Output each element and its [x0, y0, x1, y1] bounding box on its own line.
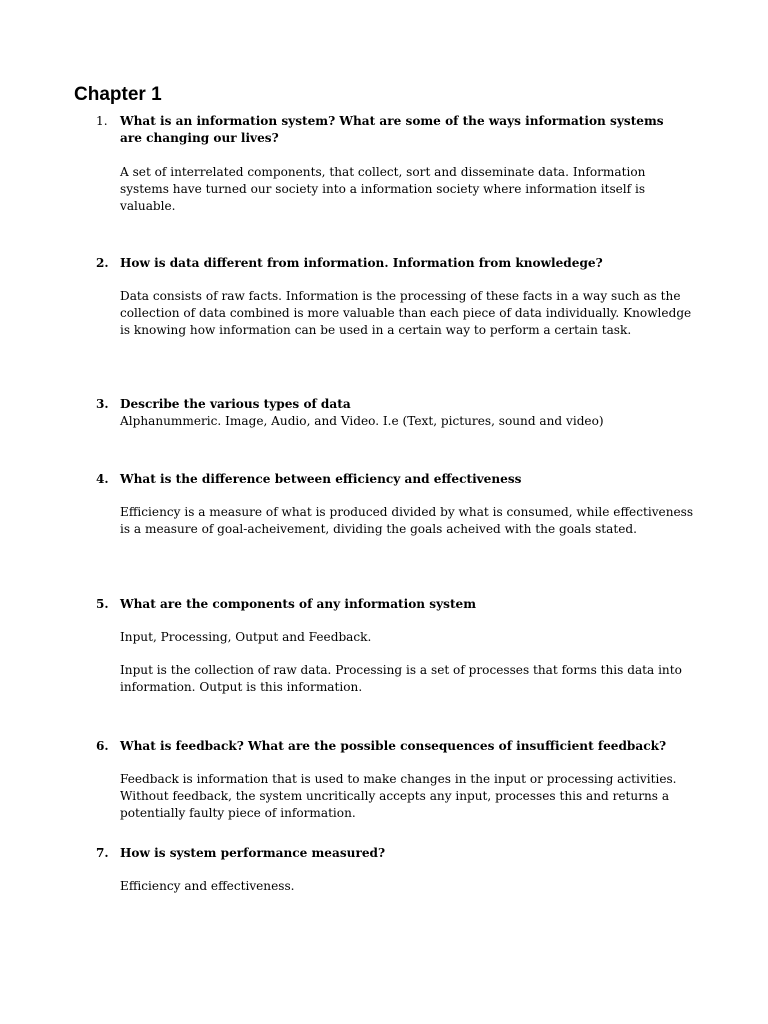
question-number: 5.	[96, 597, 109, 611]
question-number: 7.	[96, 846, 109, 860]
answer-text: Efficiency is a measure of what is produced divided by what is consumed, while effectiveness is a measure of goal-acheivement, dividing the goals acheived with the goals stated.	[120, 505, 694, 536]
question-text: What are the components of any information system	[120, 597, 477, 611]
question-number: 6.	[96, 739, 109, 753]
answer-text: A set of interrelated components, that collect, sort and disseminate data. Information systems have turned our society into a information society where information itself is valuable.	[120, 165, 646, 213]
question-text: What is feedback? What are the possible consequences of insufficient feedback?	[120, 739, 667, 753]
answer-text: Input is the collection of raw data. Processing is a set of processes that forms this data into information. Output is this information.	[120, 663, 682, 694]
answer-text: Data consists of raw facts. Information is the processing of these facts in a way such as the collection of data combined is more valuable than each piece of data individually. Knowledge is knowing how information can be used in a certain way to perform a certain task.	[120, 289, 692, 337]
answer-text: Feedback is information that is used to make changes in the input or processing activities. Without feedback, the system uncritically accepts any input, processes this and returns a potentially faulty piece of information.	[120, 772, 677, 820]
question-text: How is data different from information. Information from knowledege?	[120, 256, 603, 270]
chapter-title: Chapter 1	[74, 84, 162, 105]
question-text: How is system performance measured?	[120, 846, 386, 860]
question-text: What is the difference between efficiency and effectiveness	[120, 472, 522, 486]
question-number: 2.	[96, 256, 109, 270]
question-text: Describe the various types of data	[120, 397, 351, 411]
question-text: What is an information system? What are some of the ways information systems are changing our lives?	[120, 114, 664, 145]
answer-text: Input, Processing, Output and Feedback.	[120, 630, 372, 644]
question-number: 1.	[96, 114, 108, 128]
answer-text: Alphanummeric. Image, Audio, and Video. I.e (Text, pictures, sound and video)	[120, 414, 604, 428]
question-number: 3.	[96, 397, 109, 411]
question-number: 4.	[96, 472, 109, 486]
answer-text: Efficiency and effectiveness.	[120, 879, 295, 893]
